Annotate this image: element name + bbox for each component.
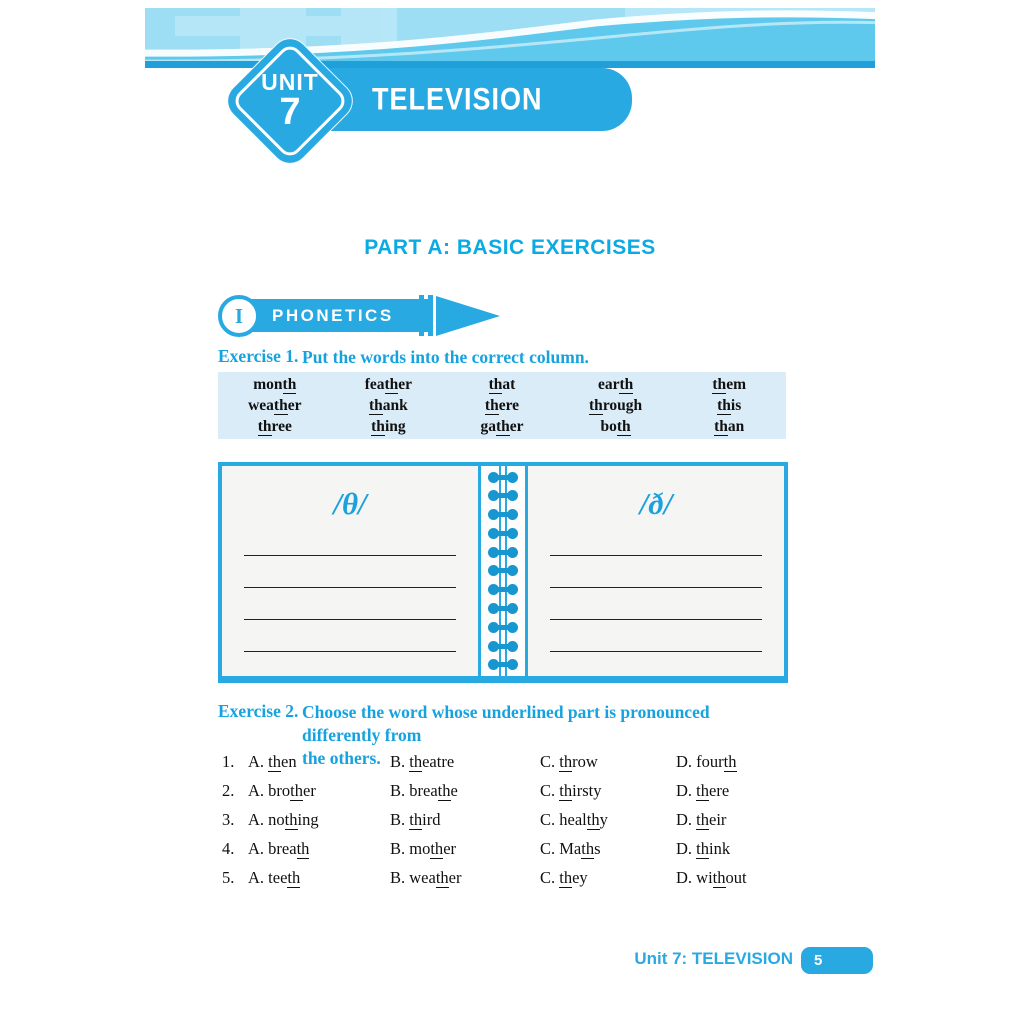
option: C. Maths <box>540 839 601 858</box>
option: C. thirsty <box>540 781 602 800</box>
spiral-ring-icon <box>481 565 525 577</box>
unit-badge-text <box>222 33 358 169</box>
spiral-ring-icon <box>481 640 525 652</box>
question-number: 4. <box>222 839 235 858</box>
word: three <box>257 417 292 435</box>
pencil-stripe-icon <box>428 295 433 336</box>
theta-column-heading: /θ/ <box>333 486 367 521</box>
theta-answer-lines <box>244 524 456 652</box>
exercise2-options <box>222 752 788 887</box>
exercise2-label: Exercise 2. <box>218 701 299 721</box>
option: D. there <box>676 781 730 800</box>
section-banner-phonetics <box>218 295 508 337</box>
spiral-ring-icon <box>481 584 525 596</box>
option: A. then <box>248 752 297 771</box>
footer-unit-label: Unit 7: TELEVISION <box>634 949 793 968</box>
option: B. weather <box>390 868 462 887</box>
page-number-badge <box>801 947 873 974</box>
word: both <box>600 417 631 435</box>
word: that <box>488 375 516 393</box>
pencil-tip-icon <box>436 296 500 336</box>
exercise2-instruction-line1: Choose the word whose underlined part is pronounced differently from <box>302 702 710 745</box>
spiral-ring-icon <box>481 621 525 633</box>
word: weather <box>248 396 302 414</box>
spiral-ring-icon <box>481 603 525 615</box>
word: them <box>712 375 746 393</box>
option: D. fourth <box>676 752 737 771</box>
eth-column-heading: /ð/ <box>639 486 673 521</box>
word-table <box>218 372 786 439</box>
option: B. breathe <box>390 781 458 800</box>
unit-badge <box>222 33 358 169</box>
word: feather <box>364 375 413 393</box>
spiral-ring-icon <box>481 527 525 539</box>
spiral-ring-icon <box>481 471 525 483</box>
notebook <box>218 462 788 683</box>
spiral-ring-icon <box>481 659 525 671</box>
exercise1-label: Exercise 1. <box>218 346 299 366</box>
word: than <box>714 417 745 435</box>
word: thing <box>371 417 406 435</box>
unit-number: 7 <box>279 91 301 134</box>
section-numeral-badge <box>218 295 260 337</box>
option: A. breath <box>248 839 310 858</box>
answer-line[interactable] <box>550 556 762 588</box>
answer-line[interactable] <box>244 556 456 588</box>
option: B. mother <box>390 839 457 858</box>
answer-line[interactable] <box>550 588 762 620</box>
option: C. healthy <box>540 810 608 829</box>
exercise1-instruction: Put the words into the correct column. <box>302 347 589 367</box>
option: D. think <box>676 839 731 858</box>
eth-answer-lines <box>550 524 762 652</box>
section-title: PHONETICS <box>272 306 394 325</box>
word: there <box>484 396 520 414</box>
part-heading: PART A: BASIC EXERCISES <box>364 236 656 259</box>
spiral-binding-icon <box>478 466 528 676</box>
option: A. teeth <box>248 868 301 887</box>
option: A. brother <box>248 781 316 800</box>
question-number: 2. <box>222 781 235 800</box>
word: earth <box>597 375 634 393</box>
option: D. their <box>676 810 727 829</box>
pencil-stripe-icon <box>419 295 424 336</box>
option: B. theatre <box>390 752 455 771</box>
spiral-ring-icon <box>481 546 525 558</box>
answer-line[interactable] <box>244 588 456 620</box>
notebook-right-page <box>528 466 784 676</box>
page-number: 5 <box>814 952 823 969</box>
section-numeral: I <box>234 303 244 328</box>
question-number: 5. <box>222 868 235 887</box>
option: D. without <box>676 868 747 887</box>
word: gather <box>480 417 524 435</box>
answer-line[interactable] <box>550 620 762 652</box>
question-number: 1. <box>222 752 235 771</box>
option: C. they <box>540 868 588 887</box>
answer-line[interactable] <box>550 524 762 556</box>
word: this <box>717 396 742 414</box>
option: C. throw <box>540 752 598 771</box>
section-banner-rect <box>240 299 432 332</box>
notebook-left-page <box>222 466 478 676</box>
word: month <box>253 375 297 393</box>
word: thank <box>368 396 408 414</box>
answer-line[interactable] <box>244 620 456 652</box>
option: A. nothing <box>248 810 319 829</box>
option: B. third <box>390 810 441 829</box>
answer-line[interactable] <box>244 524 456 556</box>
unit-title: TELEVISION <box>372 81 543 117</box>
word: through <box>589 396 643 414</box>
exercise1-heading <box>218 346 790 369</box>
exercise2-instruction-line2: the others. <box>302 748 381 768</box>
question-number: 3. <box>222 810 235 829</box>
unit-label: UNIT <box>261 69 319 96</box>
spiral-ring-icon <box>481 509 525 521</box>
spiral-ring-icon <box>481 490 525 502</box>
